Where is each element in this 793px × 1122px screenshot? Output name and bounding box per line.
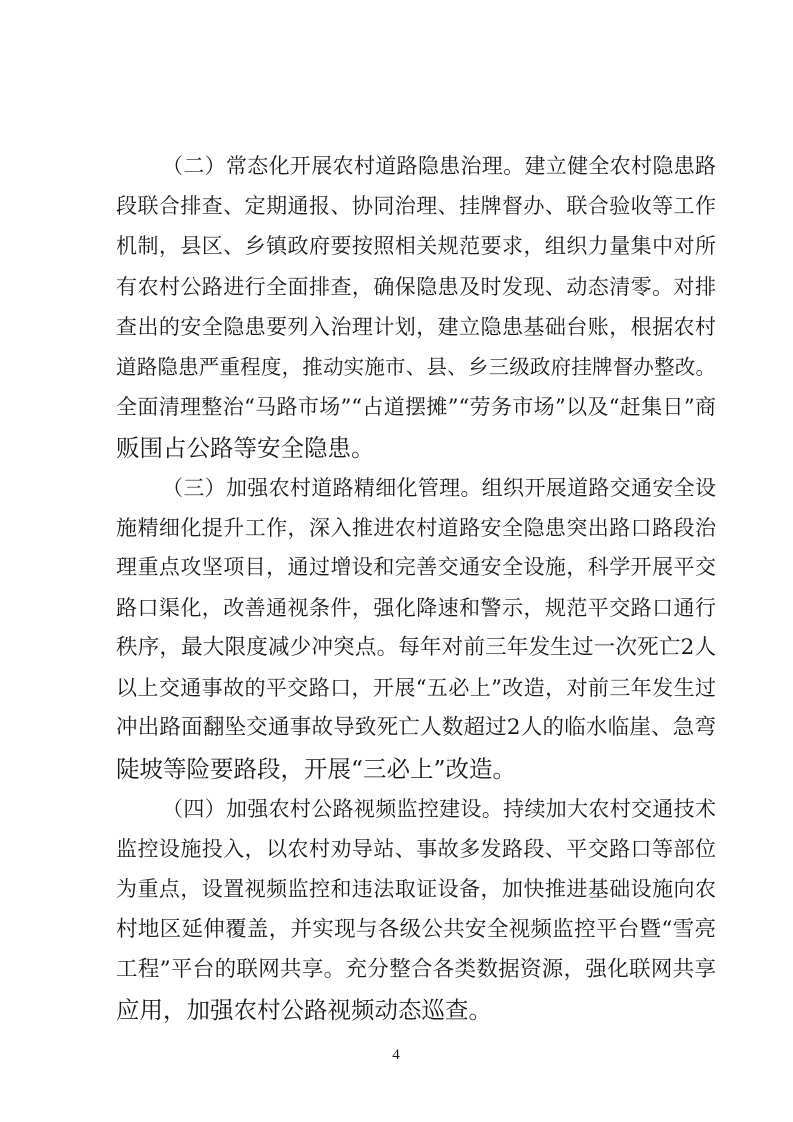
paragraph-line: 为重点，设置视频监控和违法取证设备，加快推进基础设施向农 [116, 877, 716, 901]
paragraph-line: 监控设施投入，以农村劝导站、事故多发路段、平交路口等部位 [116, 837, 716, 861]
paragraph-line: 冲出路面翻坠交通事故导致死亡人数超过2人的临水临崖、急弯 [116, 715, 716, 740]
paragraph-line: 贩围占公路等安全隐患。 [116, 434, 375, 462]
paragraph-line: 全面清理整治“马路市场”“占道摆摊”“劳务市场”以及“赶集日”商 [116, 395, 716, 419]
paragraph-line: 村地区延伸覆盖，并实现与各级公共安全视频监控平台暨“雪亮 [116, 917, 716, 942]
paragraph-line: （二）常态化开展农村道路隐患治理。建立健全农村隐患路 [162, 154, 716, 178]
page-number: 4 [392, 1047, 400, 1063]
paragraph-line: 有农村公路进行全面排查，确保隐患及时发现、动态清零。对排 [116, 275, 716, 299]
paragraph-line: （三）加强农村道路精细化管理。组织开展道路交通安全设 [162, 476, 716, 500]
paragraph-line: 施精细化提升工作，深入推进农村道路安全隐患突出路口路段治 [116, 516, 716, 540]
paragraph-line: 路口渠化，改善通视条件，强化降速和警示，规范平交路口通行 [116, 596, 716, 620]
paragraph-line: 机制，县区、乡镇政府要按照相关规范要求，组织力量集中对所 [116, 234, 716, 258]
paragraph-line: 道路隐患严重程度，推动实施市、县、乡三级政府挂牌督办整改。 [116, 355, 716, 379]
paragraph-line: 段联合排查、定期通报、协同治理、挂牌督办、联合验收等工作 [116, 194, 716, 218]
paragraph-line: （四）加强农村公路视频监控建设。持续加大农村交通技术 [162, 797, 716, 821]
paragraph-line: 秩序，最大限度减少冲突点。每年对前三年发生过一次死亡2人 [116, 635, 716, 660]
paragraph-line: 查出的安全隐患要列入治理计划，建立隐患基础台账，根据农村 [116, 315, 716, 339]
paragraph-line: 理重点攻坚项目，通过增设和完善交通安全设施，科学开展平交 [116, 555, 716, 579]
paragraph-line: 工程”平台的联网共享。充分整合各类数据资源，强化联网共享 [116, 957, 716, 982]
paragraph-line: 应用，加强农村公路视频动态巡查。 [116, 996, 492, 1024]
paragraph-line: 陡坡等险要路段，开展“三必上”改造。 [116, 755, 517, 783]
paragraph-line: 以上交通事故的平交路口，开展“五必上”改造，对前三年发生过 [116, 676, 716, 700]
